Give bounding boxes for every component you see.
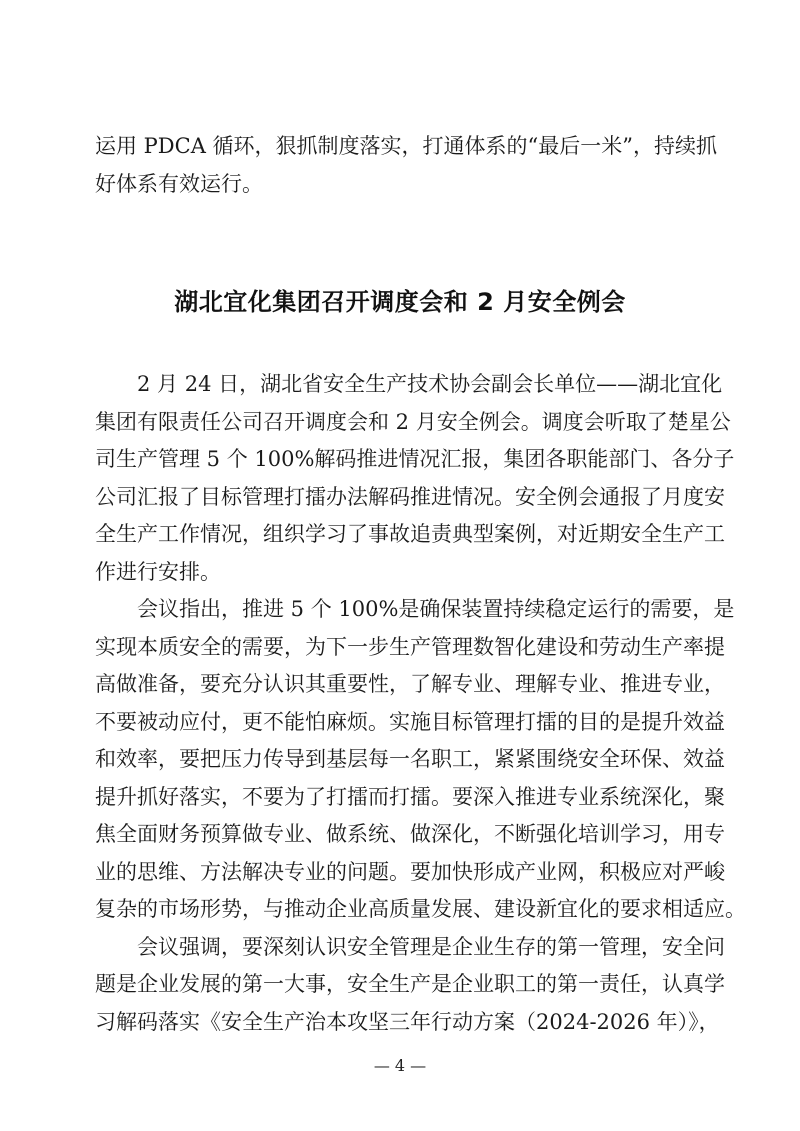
paragraph-line: 业的思维、方法解决专业的问题。要加快形成产业网，积极应对严峻 [95, 859, 725, 884]
paragraph-line: 提升抓好落实，不要为了打擂而打擂。要深入推进专业系统深化，聚 [95, 784, 725, 809]
paragraph-1 [95, 366, 735, 591]
paragraph-line: 不要被动应付，更不能怕麻烦。实施目标管理打擂的目的是提升效益 [95, 709, 725, 734]
paragraph-line: 焦全面财务预算做专业、做系统、做深化，不断强化培训学习，用专 [95, 822, 725, 846]
paragraph-line: 高做准备，要充分认识其重要性，了解专业、理解专业、推进专业， [95, 672, 725, 696]
paragraph-line: 复杂的市场形势，与推动企业高质量发展、建设新宜化的要求相适应。 [95, 897, 746, 921]
paragraph-line: 实现本质安全的需要，为下一步生产管理数智化建设和劳动生产率提 [95, 634, 725, 659]
paragraph-line: 集团有限责任公司召开调度会和 2 月安全例会。调度会听取了楚星公 [95, 409, 731, 434]
paragraph-line: 运用 PDCA 循环，狠抓制度落实，打通体系的“最后一米”，持续抓 [95, 134, 718, 158]
intro-paragraph [95, 128, 718, 203]
article-body [95, 366, 746, 1041]
paragraph-line: 习解码落实《安全生产治本攻坚三年行动方案（2024-2026 年）》， [95, 1009, 720, 1034]
paragraph-line: 好体系有效运行。 [95, 171, 263, 196]
paragraph-2 [95, 591, 746, 929]
paragraph-line: 题是企业发展的第一大事，安全生产是企业职工的第一责任，认真学 [95, 972, 725, 996]
paragraph-line: 2 月 24 日，湖北省安全生产技术协会副会长单位——湖北宜化 [137, 372, 723, 396]
paragraph-line: 司生产管理 5 个 100%解码推进情况汇报，集团各职能部门、各分子 [95, 447, 735, 471]
paragraph-line: 和效率，要把压力传导到基层每一名职工，紧紧围绕安全环保、效益 [95, 747, 725, 771]
article-title: 湖北宜化集团召开调度会和 2 月安全例会 [174, 288, 626, 316]
paragraph-3 [95, 929, 725, 1042]
paragraph-line: 作进行安排。 [95, 559, 221, 584]
paragraph-line: 会议指出，推进 5 个 100%是确保装置持续稳定运行的需要，是 [137, 597, 735, 621]
paragraph-line: 会议强调，要深刻认识安全管理是企业生存的第一管理，安全问 [137, 934, 725, 959]
page-number: — 4 — [373, 1056, 427, 1075]
paragraph-line: 公司汇报了目标管理打擂办法解码推进情况。安全例会通报了月度安 [95, 484, 725, 509]
paragraph-line: 全生产工作情况，组织学习了事故追责典型案例，对近期安全生产工 [95, 522, 725, 546]
